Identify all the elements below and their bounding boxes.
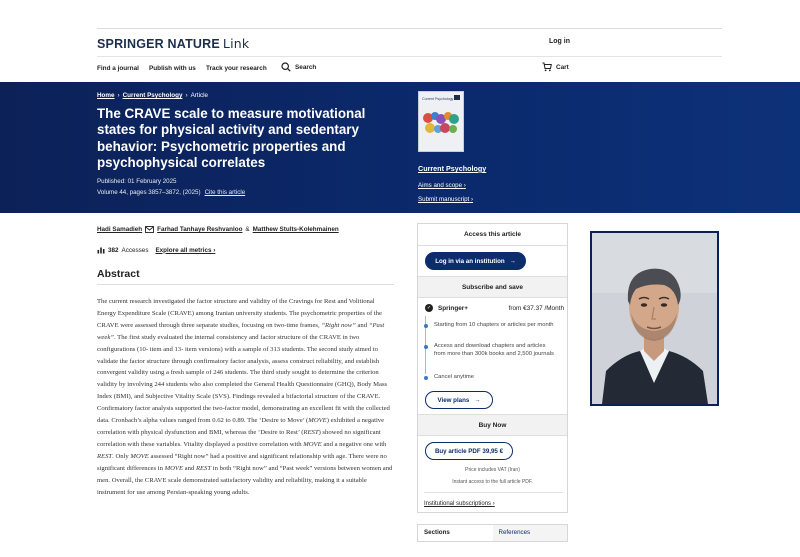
cart-icon xyxy=(542,62,552,72)
view-plans-label: View plans xyxy=(437,396,470,404)
explore-metrics-link[interactable] xyxy=(155,247,215,254)
explore-metrics-label: Explore all metrics xyxy=(155,246,212,254)
arrow-right-icon: → xyxy=(509,257,516,265)
buy-pdf-label: Buy article PDF 39,95 € xyxy=(434,447,504,455)
institutional-subscriptions-label: Institutional subscriptions xyxy=(424,501,492,507)
journal-cover-image[interactable] xyxy=(418,91,464,152)
institutional-subscriptions-link[interactable] xyxy=(424,501,495,507)
springer-plus-label: Springer+ xyxy=(438,304,469,312)
cover-badge xyxy=(454,95,460,100)
author-link[interactable]: Hadi Samadieh xyxy=(97,226,143,233)
cover-title: Current Psychology xyxy=(422,97,454,101)
institution-login-button[interactable] xyxy=(425,252,526,270)
nav-find-journal[interactable]: Find a journal xyxy=(97,65,139,72)
access-panel xyxy=(417,223,568,513)
buy-pdf-button[interactable] xyxy=(425,442,513,460)
volume-info xyxy=(97,189,245,196)
access-count: 382 xyxy=(108,246,119,254)
breadcrumb-journal[interactable]: Current Psychology xyxy=(122,92,183,99)
access-heading: Access this article xyxy=(418,224,567,246)
benefit-item: Cancel anytime xyxy=(424,373,554,381)
brand-link-word: Link xyxy=(222,36,250,51)
author-link[interactable]: Farhad Tanhaye Reshvanloo xyxy=(157,226,243,233)
access-label: Accesses xyxy=(121,246,149,254)
submit-manuscript-label: Submit manuscript xyxy=(418,196,470,203)
aims-scope-link[interactable] xyxy=(418,182,466,189)
volume-pages: Volume 44, pages 3857–3872, (2025) xyxy=(97,189,201,196)
springer-nature-logo[interactable] xyxy=(97,36,249,51)
breadcrumb-separator-icon: › xyxy=(185,92,188,99)
instant-access-note: Instant access to the full article PDF. xyxy=(452,479,533,485)
nav-publish[interactable]: Publish with us xyxy=(149,65,196,72)
cover-artwork xyxy=(422,110,460,136)
subscription-price: from €37.37 /Month xyxy=(508,304,564,312)
arrow-right-icon: → xyxy=(474,396,481,404)
breadcrumb xyxy=(97,92,208,99)
breadcrumb-home[interactable]: Home xyxy=(97,92,115,99)
abstract-divider xyxy=(97,284,394,285)
author-list xyxy=(97,226,339,233)
email-icon[interactable] xyxy=(145,226,154,233)
submit-manuscript-link[interactable] xyxy=(418,196,473,203)
bar-chart-icon xyxy=(97,246,105,254)
author-separator: & xyxy=(245,226,250,233)
article-tabs xyxy=(417,524,568,542)
person-portrait-image xyxy=(592,233,717,404)
chevron-right-icon: › xyxy=(213,246,216,254)
published-date: Published: 01 February 2025 xyxy=(97,178,177,185)
vat-note: Price includes VAT (Iran) xyxy=(465,467,520,473)
check-icon: ✓ xyxy=(426,305,432,311)
login-link[interactable]: Log in xyxy=(549,38,570,45)
journal-name-link[interactable]: Current Psychology xyxy=(418,164,487,173)
article-title: The CRAVE scale to measure motivational states for physical activity and sedentary behavior: Psychometric properties and psychophysical correlates xyxy=(97,106,366,170)
benefit-item: Access and download chapters and articles from more than 300k books and 2,500 journals xyxy=(424,342,554,359)
subscribe-heading: Subscribe and save xyxy=(418,276,567,298)
nav-cart-button[interactable] xyxy=(542,62,569,72)
brand-name: SPRINGER NATURE xyxy=(97,37,220,51)
buy-now-heading: Buy Now xyxy=(418,414,567,436)
institution-login-label: Log in via an institution xyxy=(435,257,505,265)
nav-divider xyxy=(97,56,722,57)
panel-divider xyxy=(424,492,563,493)
breadcrumb-current: Article xyxy=(190,92,209,99)
aims-scope-label: Aims and scope xyxy=(418,182,463,189)
chevron-right-icon: › xyxy=(463,182,466,189)
chevron-right-icon: › xyxy=(470,196,474,203)
nav-cart-label: Cart xyxy=(556,63,569,71)
author-link[interactable]: Matthew Stults-Kolehmainen xyxy=(252,226,339,233)
cite-article-link[interactable]: Cite this article xyxy=(204,189,246,196)
article-metrics xyxy=(97,246,215,254)
springer-plus-row xyxy=(425,304,564,312)
breadcrumb-separator-icon: › xyxy=(117,92,120,99)
search-icon xyxy=(281,62,291,72)
chevron-right-icon: › xyxy=(492,501,495,507)
author-photo xyxy=(590,231,719,406)
abstract-text: The current research investigated the factor structure and validity of the Cravings for Rest and Volitional Energy Expenditure Scale (CRAVE) among Iranian university students. The psychometric properties of the CRAVE were assessed through three separate studies, focusing on two-time frames, “Right now” and “Past week”. The first study evaluated the internal consistency and factor structure of the CRAVE in two configurations (10- item and 13- item versions) with a sample of 313 students. The second study aimed to validate the factor structure through confirmatory factor analysis, assess construct reliability, and establish convergent validity using a fresh sample of 246 students. The third study sought to determine the criterion validity by involving 244 students who also completed the General Health Questionnaire (GHQ), Body Mass Index (BMI), and Subjective Vitality Scale (SVS). Findings revealed a bifactorial structure of the CRAVE. Confirmatory factor analysis supported the two-factor model, demonstrating an excellent fit with the collected data. Cronbach’s alpha values ranged from 0.62 to 0.89. The ‘Desire to Move’ (MOVE) exhibited a negative correlation with physical dysfunction and BMI, whereas the ‘Desire to Rest’ (REST) showed no significant correlation with these variables. Vitality displayed a positive correlation with MOVE and a negative one with REST. Only MOVE assessed “Right now” had a positive and significant relationship with age. There were no significant differences in MOVE and REST in both “Right now” and “Past week” versions between women and men. Overall, the CRAVE scale demonstrated satisfactory validity and reliability, making it a suitable instrument for use among Persian-speaking young adults. xyxy=(97,298,393,496)
abstract-heading: Abstract xyxy=(97,268,140,280)
view-plans-button[interactable] xyxy=(425,391,493,409)
top-divider xyxy=(97,28,722,29)
nav-search-label: Search xyxy=(295,63,317,71)
tab-references[interactable]: References xyxy=(493,525,568,541)
nav-search-button[interactable] xyxy=(281,62,316,72)
tab-sections[interactable]: Sections xyxy=(424,529,450,536)
benefit-item: Starting from 10 chapters or articles per month xyxy=(424,321,554,329)
nav-track-research[interactable]: Track your research xyxy=(206,65,267,72)
